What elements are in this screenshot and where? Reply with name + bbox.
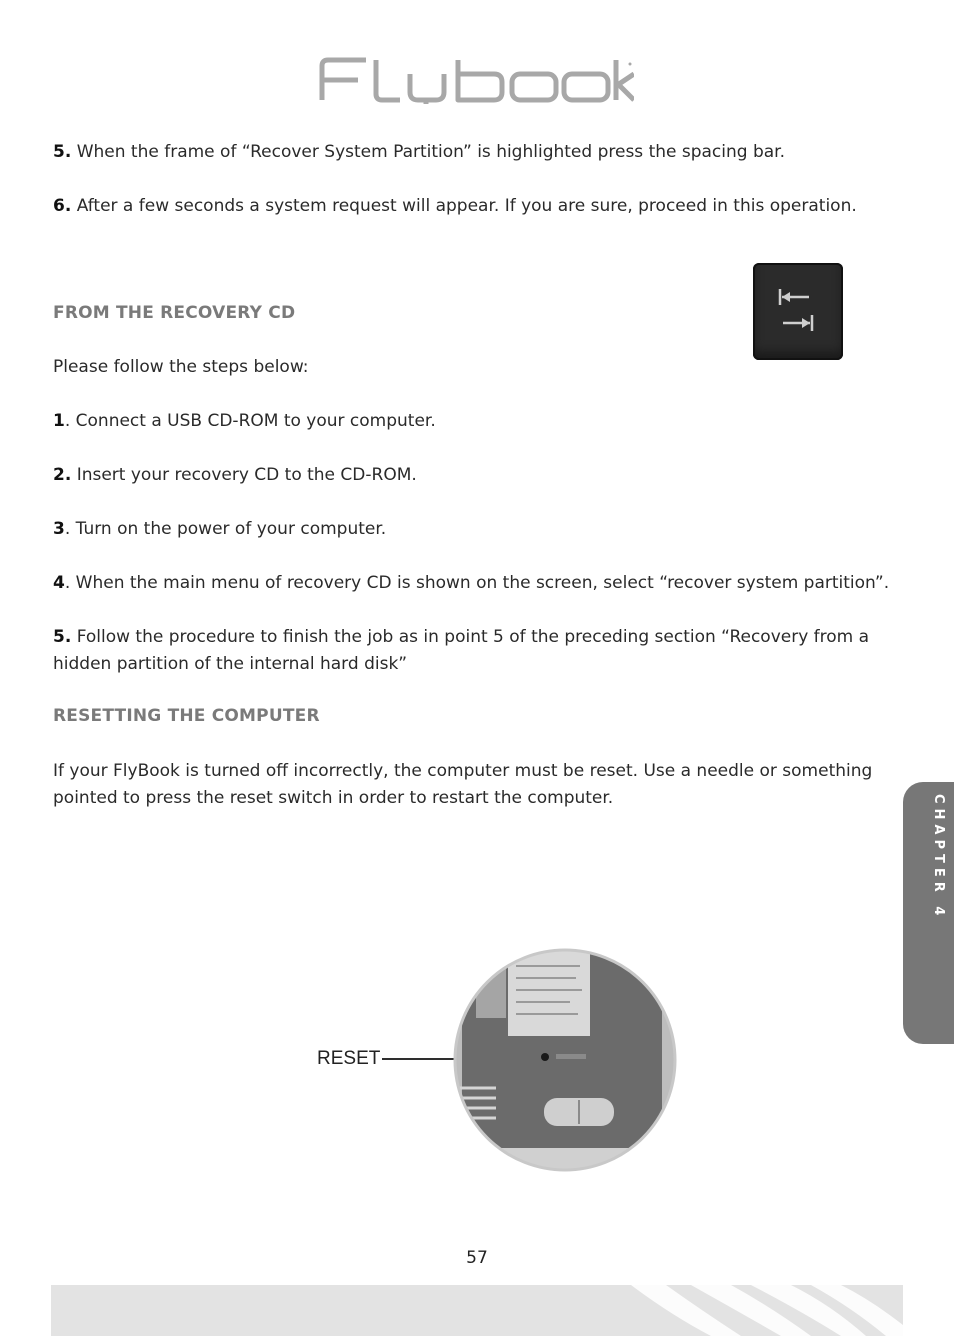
- chapter-tab-label: CHAPTER 4: [931, 794, 946, 921]
- tab-arrows-icon: [753, 263, 843, 360]
- footer-wave-decoration: [51, 1285, 903, 1336]
- step-5-top: 5. When the frame of “Recover System Partition” is highlighted press the spacing bar.: [53, 142, 786, 162]
- resetting-heading: RESETTING THE COMPUTER: [53, 706, 320, 726]
- resetting-body: If your FlyBook is turned off incorrectly, the computer must be reset. Use a needle or something pointed to press the reset switch in order to restart the computer.: [53, 761, 873, 808]
- footer-band: [51, 1285, 903, 1336]
- reset-label: RESET: [317, 1048, 381, 1069]
- page-number: 57: [466, 1248, 488, 1268]
- recovery-step-5: 5. Follow the procedure to finish the job as in point 5 of the preceding section “Recovery from a hidden partition of the internal hard disk”: [53, 627, 870, 674]
- tab-key-image: [753, 263, 843, 360]
- step-6-top: 6. After a few seconds a system request will appear. If you are sure, proceed in this operation.: [53, 196, 857, 216]
- recovery-step-1: 1. Connect a USB CD-ROM to your computer.: [53, 411, 436, 431]
- recovery-step-3: 3. Turn on the power of your computer.: [53, 519, 387, 539]
- reset-switch-photo: [380, 948, 680, 1174]
- recovery-intro: Please follow the steps below:: [53, 357, 309, 377]
- recovery-step-4: 4. When the main menu of recovery CD is shown on the screen, select “recover system partition”.: [53, 573, 890, 593]
- flybook-logo: [318, 56, 634, 104]
- recovery-cd-heading: FROM THE RECOVERY CD: [53, 303, 296, 323]
- recovery-step-2: 2. Insert your recovery CD to the CD-ROM.: [53, 465, 417, 485]
